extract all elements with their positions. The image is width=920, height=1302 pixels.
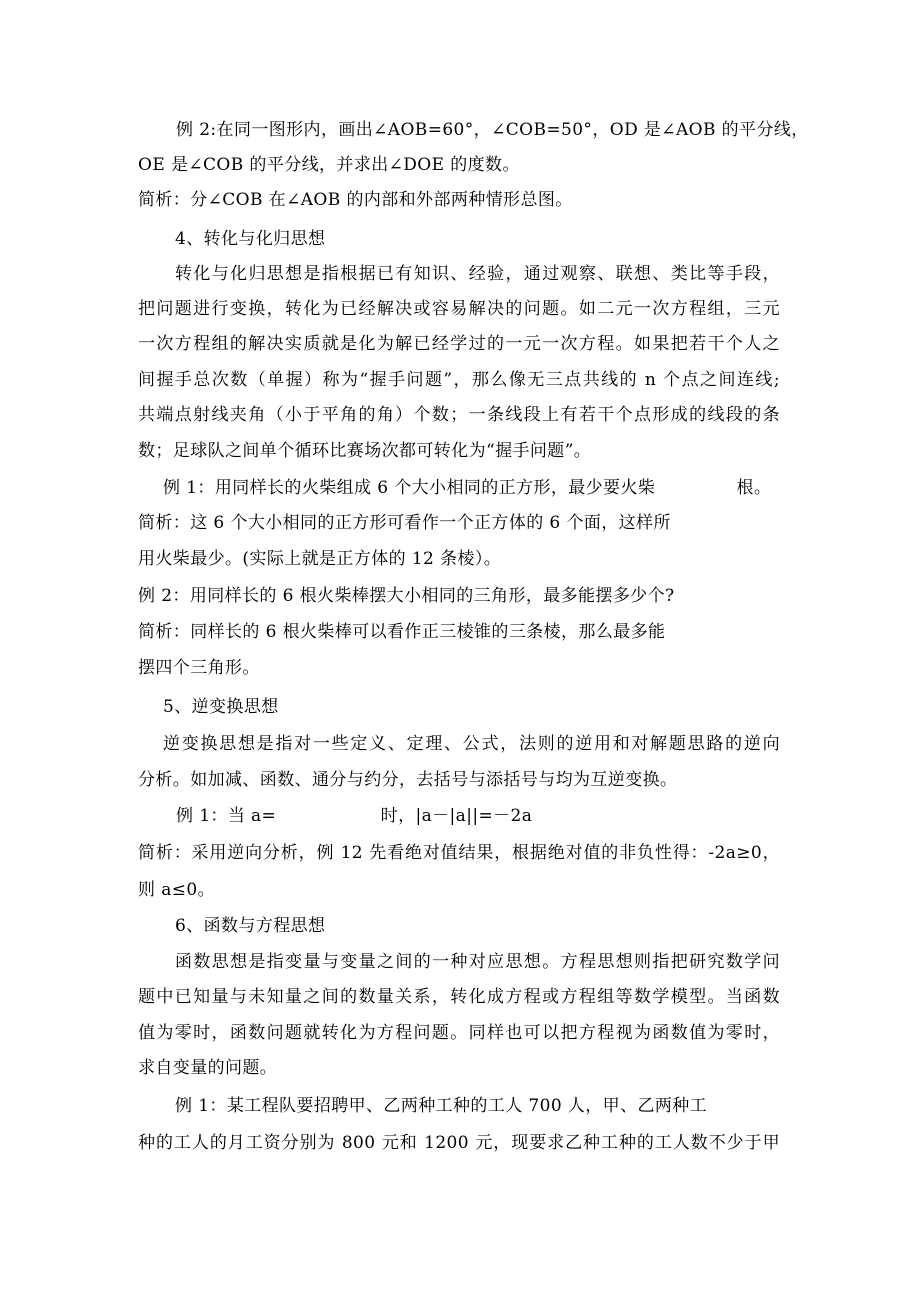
section-4-paragraph-line6: 数；足球队之间单个循环比赛场次都可转化为“握手问题”。	[138, 441, 592, 461]
example-2-angle-line2: OE 是∠COB 的平分线，并求出∠DOE 的度数。	[138, 155, 520, 175]
section-4-paragraph-line4: 间握手总次数（单握）称为“握手问题”，那么像无三点共线的 n 个点之间连线;	[138, 370, 780, 390]
example-2-matches: 例 2：用同样长的 6 根火柴棒摆大小相同的三角形，最多能摆多少个?	[138, 586, 675, 606]
example-1-matches: 例 1：用同样长的火柴组成 6 个大小相同的正方形，最少要火柴 根。	[163, 478, 772, 498]
section-6-paragraph-line1: 函数思想是指变量与变量之间的一种对应思想。方程思想则指把研究数学问	[175, 952, 780, 972]
section-5-heading: 5、逆变换思想	[163, 697, 279, 717]
example-1-analysis-line1: 简析：这 6 个大小相同的正方形可看作一个正方体的 6 个面，这样所	[138, 513, 671, 533]
example-2-matches-analysis-line1: 简析：同样长的 6 根火柴棒可以看作正三棱锥的三条棱，那么最多能	[138, 622, 666, 642]
example-2-angle-line1: 例 2:在同一图形内，画出∠AOB=60°，∠COB=50°，OD 是∠AOB 的平分线，	[176, 120, 809, 140]
section-4-paragraph-line1: 转化与化归思想是指根据已有知识、经验，通过观察、联想、类比等手段，	[175, 264, 780, 284]
example-2-analysis: 简析：分∠COB 在∠AOB 的内部和外部两种情形总图。	[138, 190, 573, 210]
example-2-matches-analysis-line2: 摆四个三角形。	[138, 658, 260, 678]
section-6-heading: 6、函数与方程思想	[175, 916, 326, 936]
section-4-paragraph-line3: 一次方程组的解决实质就是化为解已经学过的一元一次方程。如果把若干个人之	[138, 334, 780, 354]
section-4-heading: 4、转化与化归思想	[175, 229, 326, 249]
example-1-absolute-analysis-line1: 简析：采用逆向分析，例 12 先看绝对值结果，根据绝对值的非负性得：-2a≥0，	[138, 843, 780, 863]
section-5-paragraph-line1: 逆变换思想是指对一些定义、定理、公式，法则的逆用和对解题思路的逆向	[163, 734, 780, 754]
section-4-paragraph-line5: 共端点射线夹角（小于平角的角）个数；一条线段上有若干个点形成的线段的条	[138, 405, 780, 425]
section-5-paragraph-line2: 分析。如加减、函数、通分与约分，去括号与添括号与均为互逆变换。	[138, 770, 678, 790]
example-1-absolute-analysis-line2: 则 a≤0。	[138, 880, 215, 900]
example-1-analysis-line2: 用火柴最少。(实际上就是正方体的 12 条棱）。	[138, 549, 502, 569]
section-6-paragraph-line2: 题中已知量与未知量之间的数量关系，转化成方程或方程组等数学模型。当函数	[138, 987, 780, 1007]
section-6-paragraph-line3: 值为零时，函数问题就转化为方程问题。同样也可以把方程视为函数值为零时，	[138, 1023, 780, 1043]
section-4-paragraph-line2: 把问题进行变换，转化为已经解决或容易解决的问题。如二元一次方程组，三元	[138, 299, 780, 319]
example-1-absolute-value: 例 1：当 a= 时，|a－|a||=－2a	[176, 806, 533, 826]
example-1-workers-line2: 种的工人的月工资分别为 800 元和 1200 元，现要求乙种工种的工人数不少于甲	[138, 1133, 780, 1153]
example-1-workers-line1: 例 1：某工程队要招聘甲、乙两种工种的工人 700 人，甲、乙两种工	[175, 1096, 708, 1116]
section-6-paragraph-line4: 求自变量的问题。	[138, 1058, 278, 1078]
